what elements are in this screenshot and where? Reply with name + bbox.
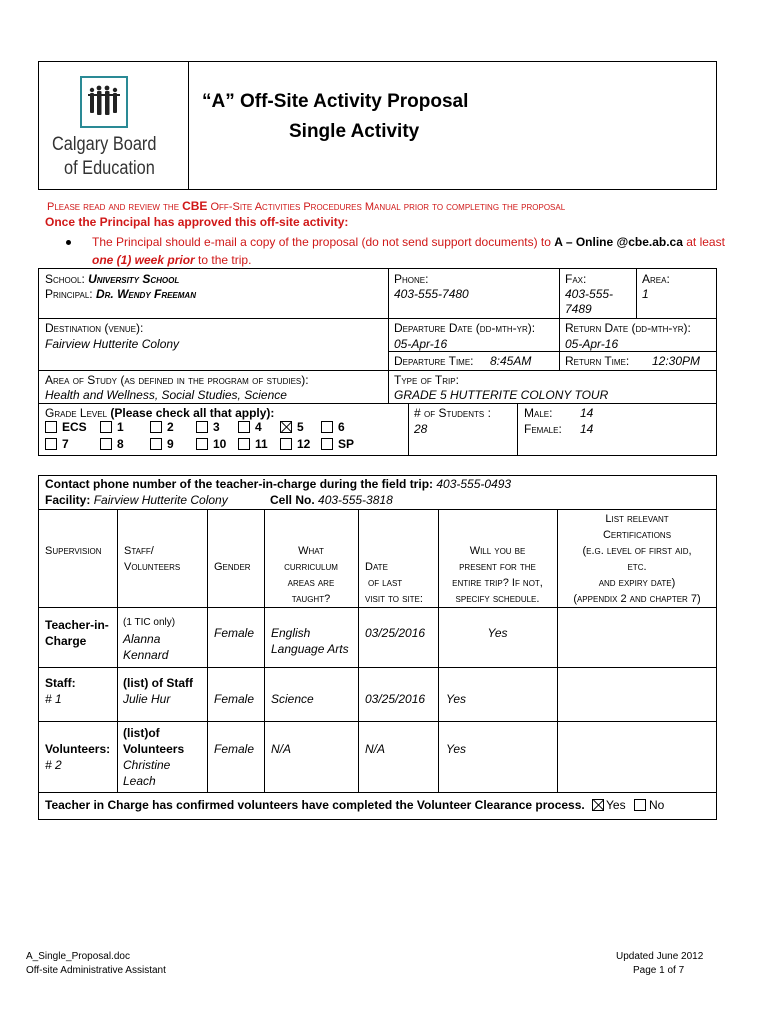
grade-2-label: 2: [167, 420, 174, 434]
col-header-present-3: entire trip? If not,: [452, 577, 543, 589]
row2-date: 03/25/2016: [365, 692, 426, 706]
footer-file-name: A_Single_Proposal.doc: [26, 951, 130, 962]
female-label: Female:: [524, 422, 562, 436]
col-header-staff-2: Volunteers: [124, 561, 181, 573]
grade-3-label: 3: [213, 420, 220, 434]
grade-10-checkbox[interactable]: [196, 438, 208, 450]
col-header-date-1: Date: [365, 561, 388, 573]
row1-role-2: Charge: [45, 634, 87, 648]
col-header-present-1: Will you be: [469, 545, 526, 557]
grade-10-label: 10: [213, 437, 227, 451]
row3-staff-note-2: Volunteers: [123, 742, 185, 756]
clearance-no-label: No: [649, 798, 665, 812]
notice-bullet-line1: [92, 235, 725, 249]
bullet-dot: [66, 240, 71, 245]
row3-name-2: Leach: [123, 774, 156, 788]
col-header-staff-1: Staff/: [124, 545, 154, 557]
phone-label: Phone:: [394, 272, 429, 286]
clearance-yes-checkbox[interactable]: [592, 799, 604, 811]
destination-value: Fairview Hutterite Colony: [45, 337, 180, 351]
notice-line2: Once the Principal has approved this off-site activity:: [45, 215, 349, 229]
contact-phone-value: 403-555-0493: [436, 477, 512, 491]
cell-line: [270, 493, 393, 507]
grade-8-checkbox[interactable]: [100, 438, 112, 450]
grade-1-checkbox[interactable]: [100, 421, 112, 433]
grade-7-checkbox[interactable]: [45, 438, 57, 450]
grade-5-checkbox[interactable]: [280, 421, 292, 433]
row3-staff-note-1: (list)of: [123, 726, 160, 740]
notice-prefix: Please read and review the: [47, 201, 183, 213]
principal-line: [45, 287, 196, 301]
col-header-date-2: of last: [368, 577, 403, 589]
fax-value-2: 7489: [565, 302, 592, 316]
row1-gender: Female: [214, 626, 255, 640]
footer-dept: Off-site Administrative Assistant: [26, 965, 166, 976]
grade-11-label: 11: [255, 437, 268, 451]
col-header-supervision: Supervision: [45, 545, 102, 557]
students-label: # of Students :: [414, 406, 491, 420]
grade-12-label: 12: [297, 437, 311, 451]
org-name-line1: Calgary Board: [52, 134, 157, 155]
col-header-what-1: What: [298, 545, 324, 557]
col-header-cert-3: (e.g. level of first aid,: [582, 545, 692, 557]
male-label: Male:: [524, 406, 553, 420]
grade-12-checkbox[interactable]: [280, 438, 292, 450]
bullet-a-online: A – Online: [554, 235, 614, 249]
grade-1-label: 1: [117, 420, 124, 434]
col-header-cert-1: List relevant: [605, 513, 669, 525]
facility-line: [45, 493, 228, 507]
grade-ecs-checkbox[interactable]: [45, 421, 57, 433]
grade-6-label: 6: [338, 420, 345, 434]
female-value: 14: [580, 422, 594, 436]
cell-label: Cell No.: [270, 493, 319, 507]
grade-sp-label: SP: [338, 437, 355, 451]
row2-name: Julie Hur: [123, 692, 171, 706]
return-date-value: 05-Apr-16: [565, 337, 619, 351]
row1-date: 03/25/2016: [365, 626, 426, 640]
row2-role-2: # 1: [45, 692, 62, 706]
notice-suffix: prior to completing the proposal: [400, 201, 566, 213]
row3-gender: Female: [214, 742, 255, 756]
fax-value-1: 403-555-: [565, 287, 614, 301]
cbe-logo: [80, 76, 128, 128]
row3-date: N/A: [365, 742, 386, 756]
row3-name-1: Christine: [123, 758, 171, 772]
area-label: Area:: [642, 272, 670, 286]
principal-value: Dr. Wendy Freeman: [95, 287, 196, 301]
grade-level-line: [45, 406, 274, 420]
row1-curriculum-1: English: [271, 626, 311, 640]
row2-curriculum: Science: [271, 692, 314, 706]
destination-label: Destination (venue):: [45, 321, 144, 335]
row3-present: Yes: [446, 742, 467, 756]
grade-label: Grade Level: [45, 406, 111, 420]
grade-7-label: 7: [62, 437, 69, 451]
grade-note: (Please check all that apply):: [110, 406, 275, 420]
col-header-cert-6: (appendix 2 and chapter 7): [573, 593, 701, 605]
bullet-email: @cbe.ab.ca: [613, 235, 683, 249]
departure-time-label: Departure Time:: [394, 354, 474, 368]
family-figures-icon: [82, 78, 126, 126]
grade-5-label: 5: [297, 420, 304, 434]
grade-4-label: 4: [255, 420, 262, 434]
facility-label: Facility:: [45, 493, 94, 507]
header-divider: [188, 61, 189, 190]
clearance-yes-label: Yes: [606, 798, 626, 812]
bullet-to-trip: to the trip.: [194, 253, 252, 267]
row2-gender: Female: [214, 692, 255, 706]
departure-date-label: Departure Date (dd-mth-yr):: [394, 321, 536, 335]
contact-phone-label: Contact phone number of the teacher-in-charge during the field trip:: [45, 477, 437, 491]
col-header-what-2: curriculum: [284, 561, 338, 573]
grade-11-checkbox[interactable]: [238, 438, 250, 450]
form-title: “A” Off-Site Activity Proposal: [202, 91, 469, 112]
notice-bullet-line2: [92, 253, 251, 267]
cell-value: 403-555-3818: [318, 493, 393, 507]
grade-ecs-label: ECS: [62, 420, 87, 434]
row1-name-1: Alanna: [123, 632, 161, 646]
phone-value: 403-555-7480: [394, 287, 469, 301]
col-header-what-4: taught?: [291, 593, 331, 605]
clearance-no-checkbox[interactable]: [634, 799, 646, 811]
org-name-line2: of Education: [64, 158, 155, 179]
students-value: 28: [414, 422, 428, 436]
grade-9-label: 9: [167, 437, 174, 451]
study-value: Health and Wellness, Social Studies, Science: [45, 388, 287, 402]
col-header-cert-2: Certifications: [602, 529, 672, 541]
footer-updated: Updated June 2012: [616, 951, 704, 962]
col-header-gender: Gender: [214, 561, 251, 573]
row3-role-1: Volunteers:: [45, 742, 111, 756]
grade-2-checkbox[interactable]: [150, 421, 162, 433]
row1-curriculum-2: Language Arts: [271, 642, 349, 656]
row2-present: Yes: [446, 692, 467, 706]
school-line: [45, 272, 179, 286]
return-time-value: 12:30PM: [652, 354, 701, 368]
row1-role-1: Teacher-in-: [45, 618, 109, 632]
grade-8-label: 8: [117, 437, 124, 451]
row3-role-2: # 2: [45, 758, 62, 772]
school-label: School:: [45, 272, 89, 286]
bullet-text-2: at least: [682, 235, 725, 249]
grade-6-checkbox[interactable]: [321, 421, 333, 433]
grade-9-checkbox[interactable]: [150, 438, 162, 450]
male-value: 14: [580, 406, 594, 420]
footer-page: Page 1 of 7: [633, 965, 685, 976]
facility-value: Fairview Hutterite Colony: [93, 493, 228, 507]
return-time-label: Return Time:: [565, 354, 630, 368]
col-header-cert-4: etc.: [627, 561, 647, 573]
grade-sp-checkbox[interactable]: [321, 438, 333, 450]
notice-line1: [47, 200, 565, 214]
row1-present: Yes: [487, 626, 508, 640]
col-header-present-4: specify schedule.: [455, 593, 540, 605]
departure-date-value: 05-Apr-16: [394, 337, 448, 351]
principal-label: Principal:: [45, 287, 96, 301]
bullet-text-1: The Principal should e-mail a copy of the proposal (do not send support documents) to: [92, 235, 555, 249]
row1-staff-note: (1 TIC only): [123, 617, 176, 628]
col-header-present-2: present for the: [459, 561, 536, 573]
row2-role-1: Staff:: [45, 676, 76, 690]
row1-name-2: Kennard: [123, 648, 169, 662]
trip-type-value: GRADE 5 HUTTERITE COLONY TOUR: [394, 388, 609, 402]
contact-phone-line: [45, 477, 511, 491]
form-subtitle: Single Activity: [289, 121, 420, 142]
grade-3-checkbox[interactable]: [196, 421, 208, 433]
notice-manual: Off-Site Activities Procedures Manual: [207, 201, 401, 213]
row3-curriculum: N/A: [271, 742, 292, 756]
col-header-date-3: visit to site:: [365, 593, 423, 605]
trip-type-label: Type of Trip:: [394, 373, 459, 387]
bullet-one-week: one (1) week prior: [92, 253, 195, 267]
row2-staff-note: (list) of Staff: [123, 676, 193, 690]
study-label: Area of Study (as defined in the program of studies):: [45, 373, 309, 387]
departure-time-value: 8:45AM: [490, 354, 532, 368]
school-value: University School: [88, 272, 180, 286]
col-header-cert-5: and expiry date): [598, 577, 676, 589]
fax-label: Fax:: [565, 272, 587, 286]
grade-4-checkbox[interactable]: [238, 421, 250, 433]
area-value: 1: [642, 287, 649, 301]
notice-cbe: CBE: [182, 199, 208, 213]
col-header-what-3: areas are: [287, 577, 335, 589]
return-date-label: Return Date (dd-mth-yr):: [565, 321, 691, 335]
clearance-text: Teacher in Charge has confirmed volunteers have completed the Volunteer Clearance process.: [45, 798, 585, 812]
